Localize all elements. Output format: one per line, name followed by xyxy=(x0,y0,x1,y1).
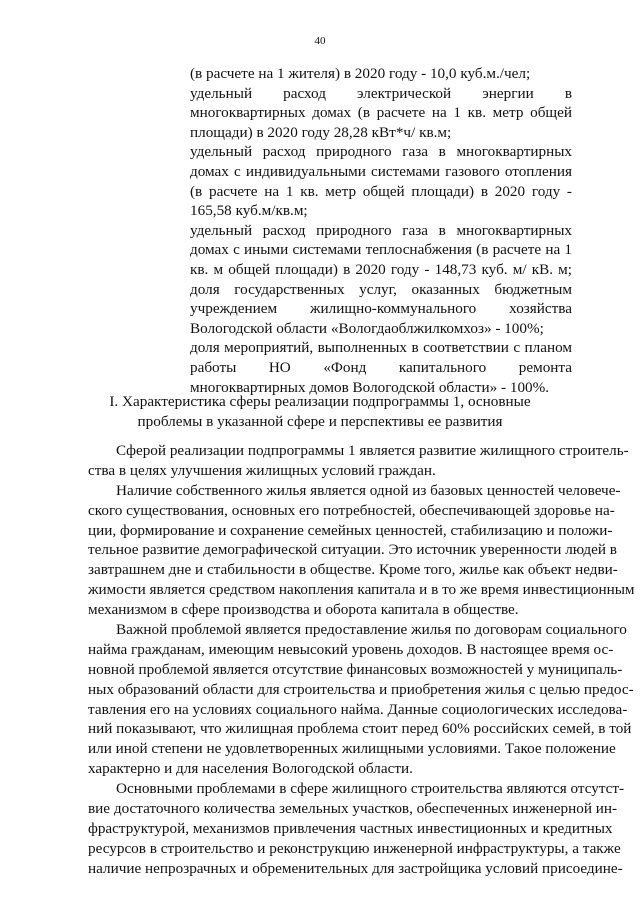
text-line: Основными проблемами в сфере жилищного строительства являются отсутст- xyxy=(116,780,625,798)
indicator-line: Вологодской области «Вологдаоблжилкомхоз» - 100%; xyxy=(190,319,544,337)
indicator-line: многоквартирных домов Вологодской области» - 100%. xyxy=(190,378,550,396)
indicator-line: удельный расход природного газа в многоквартирных xyxy=(190,143,572,161)
text-line: или иной степени не удовлетворенных жилищными условиями. Такое положение xyxy=(88,740,616,758)
indicator-line: домах с иными системами теплоснабжения (в расчете на 1 xyxy=(190,241,572,259)
body-text xyxy=(88,441,635,879)
indicator-line: 165,58 куб.м/кв.м; xyxy=(190,202,308,220)
indicator-line: учреждением жилищно-коммунального хозяйства xyxy=(190,300,572,318)
section-heading-line: проблемы в указанной сфере и перспективы ее развития xyxy=(137,413,503,430)
text-line: тельное развитие демографической ситуации. Это источник уверенности людей в xyxy=(88,541,617,559)
text-line: ского существования, основных его потребностей, обеспечивающей здоровье на- xyxy=(88,501,615,519)
text-line: характерно и для населения Вологодской области. xyxy=(88,760,413,778)
indicator-line: доля государственных услуг, оказанных бюджетным xyxy=(190,280,572,298)
indicator-line: (в расчете на 1 кв. метр общей площади) в 2020 году - xyxy=(190,182,572,200)
section-heading-line: I. Характеристика сферы реализации подпрограммы 1, основные xyxy=(109,393,531,410)
indicator-line: работы НО «Фонд капитального ремонта xyxy=(190,358,572,376)
text-line: тавления его на условиях социального найма. Данные социологических исследова- xyxy=(88,700,628,718)
indicator-line: удельный расход природного газа в многоквартирных xyxy=(190,221,572,239)
paragraph xyxy=(88,620,634,779)
text-line: вие достаточного количества земельных участков, обеспеченных инженерной ин- xyxy=(88,800,618,818)
text-line: жимости является средством накопления капитала и в то же время инвестиционным xyxy=(88,581,635,599)
text-line: завтрашнем дне и стабильности в обществе. Кроме того, жилье как объект недви- xyxy=(88,561,618,579)
text-line: механизмом в сфере производства и оборота капитала в обществе. xyxy=(88,601,519,619)
section-heading xyxy=(60,392,580,432)
indicator-line: площади) в 2020 году 28,28 кВт*ч/ кв.м; xyxy=(190,123,452,141)
indicator-line: (в расчете на 1 жителя) в 2020 году - 10,0 куб.м./чел; xyxy=(190,65,531,82)
indicator-line: удельный расход электрической энергии в xyxy=(190,84,572,102)
text-line: Важной проблемой является предоставление жилья по договорам социального xyxy=(116,621,627,639)
indicator-line: многоквартирных домах (в расчете на 1 кв. метр общей xyxy=(190,104,572,122)
text-line: ресурсов в строительство и реконструкцию инженерной инфраструктуры, а также xyxy=(88,839,621,857)
text-line: ства в целях улучшения жилищных условий граждан. xyxy=(88,461,436,479)
paragraph xyxy=(88,481,635,620)
indicator-line: кв. м общей площади) в 2020 году - 148,73 куб. м/ кВ. м; xyxy=(190,260,572,278)
paragraph xyxy=(88,779,625,878)
text-line: фраструктурой, механизмов привлечения частных инвестиционных и кредитных xyxy=(88,819,613,837)
page-number: 40 xyxy=(314,35,326,47)
text-line: ний показывают, что жилищная проблема стоит перед 60% российских семей, в той xyxy=(88,720,632,738)
indicator-list xyxy=(190,64,572,397)
indicator-line: доля мероприятий, выполненных в соответствии с планом xyxy=(190,339,572,357)
text-line: ных образований области для строительства и приобретения жилья с целью предос- xyxy=(88,680,634,698)
paragraph xyxy=(88,441,629,481)
text-line: ции, формирование и сохранение семейных ценностей, стабилизацию и положи- xyxy=(88,521,613,539)
indicator-line: домах с индивидуальными системами газового отопления xyxy=(190,162,572,180)
text-line: наличие непрозрачных и обременительных для застройщика условий присоедине- xyxy=(88,859,623,877)
text-line: Наличие собственного жилья является одной из базовых ценностей человече- xyxy=(116,481,621,499)
text-line: найма гражданам, имеющим невысокий уровень доходов. В настоящее время ос- xyxy=(88,640,614,658)
text-line: Сферой реализации подпрограммы 1 является развитие жилищного строитель- xyxy=(116,442,629,459)
text-line: новной проблемой является отсутствие финансовых возможностей у муниципаль- xyxy=(88,660,623,678)
